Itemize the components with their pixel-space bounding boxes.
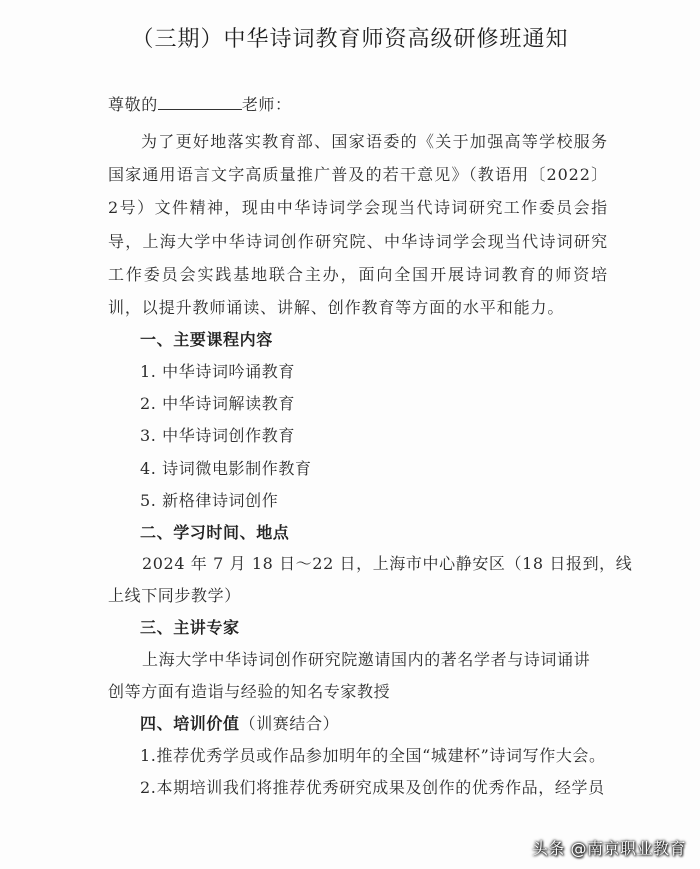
course-item-5: 5. 新格律诗词创作 bbox=[140, 491, 279, 510]
salutation bbox=[108, 92, 292, 115]
section4-heading-note: （训赛结合） bbox=[239, 714, 340, 733]
section4-heading-row bbox=[140, 711, 339, 734]
section3-heading: 三、主讲专家 bbox=[140, 618, 240, 637]
course-item-4: 4. 诗词微电影制作教育 bbox=[140, 459, 312, 478]
document-title: （三期）中华诗词教育师资高级研修班通知 bbox=[131, 27, 569, 52]
course-item-1: 1. 中华诗词吟诵教育 bbox=[140, 362, 295, 381]
experts-line2: 创等方面有造诣与经验的知名专家教授 bbox=[108, 682, 391, 701]
name-blank bbox=[158, 95, 242, 110]
course-item-2: 2. 中华诗词解读教育 bbox=[140, 394, 295, 413]
value-item-1: 1.推荐优秀学员或作品参加明年的全国“城建杯”诗词写作大会。 bbox=[140, 746, 606, 765]
value-item-2: 2.本期培训我们将推荐优秀研究成果及创作的优秀作品，经学员 bbox=[140, 778, 605, 797]
salutation-suffix: 老师： bbox=[241, 95, 292, 114]
time-place-line1: 2024 年 7 月 18 日～22 日，上海市中心静安区（18 日报到，线 bbox=[142, 554, 633, 573]
course-item-3: 3. 中华诗词创作教育 bbox=[140, 426, 295, 445]
time-place-line2: 上线下同步教学） bbox=[108, 586, 241, 605]
section1-heading: 一、主要课程内容 bbox=[140, 330, 273, 349]
watermark: 头条 @南京职业教育 bbox=[531, 839, 686, 858]
experts-line1: 上海大学中华诗词创作研究院邀请国内的著名学者与诗词诵讲 bbox=[142, 650, 591, 669]
section4-heading: 四、培训价值 bbox=[140, 714, 240, 733]
salutation-prefix: 尊敬的 bbox=[108, 95, 158, 114]
section2-heading: 二、学习时间、地点 bbox=[140, 523, 290, 542]
intro-paragraph: 为了更好地落实教育部、国家语委的《关于加强高等学校服务国家通用语言文字高质量推广普及的若干意见》（教语用〔2022〕2号）文件精神，现由中华诗词学会现当代诗词研究工作委员会指导，上海大学中华诗词创作研究院、中华诗词学会现当代诗词研究工作委员会实践基地联合主办，面向全国开展诗词教育的师资培训，以提升教师诵读、讲解、创作教育等方面的水平和能力。 bbox=[108, 132, 608, 318]
